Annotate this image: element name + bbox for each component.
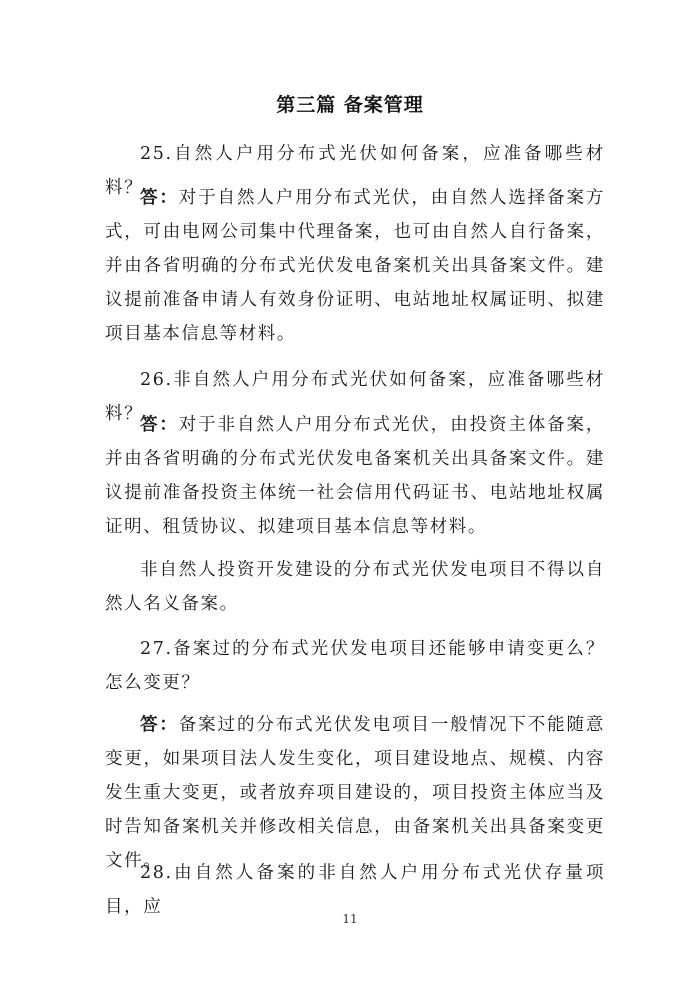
answer-27 [105, 708, 605, 878]
question-27: 27.备案过的分布式光伏发电项目还能够申请变更么？怎么变更？ [105, 639, 605, 693]
note-26: 非自然人投资开发建设的分布式光伏发电项目不得以自然人名义备案。 [105, 560, 605, 614]
answer-label: 答： [140, 715, 179, 735]
page-number: 11 [342, 912, 358, 926]
question-28: 28.由自然人备案的非自然人户用分布式光伏存量项目，应 [105, 863, 605, 917]
answer-text: 对于非自然人户用分布式光伏，由投资主体备案，并由各省明确的分布式光伏发电备案机关出具备案文件。建议提前准备投资主体统一社会信用代码证书、电站地址权属证明、租赁协议、拟建项目基本信息等材料。 [105, 415, 605, 537]
answer-25 [105, 181, 605, 351]
question-26: 26.非自然人户用分布式光伏如何备案，应准备哪些材料？ [105, 370, 605, 424]
answer-26 [105, 408, 605, 544]
answer-label: 答： [140, 188, 179, 208]
answer-text: 对于自然人户用分布式光伏，由自然人选择备案方式，可由电网公司集中代理备案，也可由自然人自行备案，并由各省明确的分布式光伏发电备案机关出具备案文件。建议提前准备申请人有效身份证明、电站地址权属证明、拟建项目基本信息等材料。 [105, 188, 605, 344]
section-title: 第三篇 备案管理 [276, 94, 424, 116]
answer-label: 答： [140, 415, 179, 435]
question-25: 25.自然人户用分布式光伏如何备案，应准备哪些材料？ [105, 144, 605, 198]
answer-text: 备案过的分布式光伏发电项目一般情况下不能随意变更，如果项目法人发生变化，项目建设地点、规模、内容发生重大变更，或者放弃项目建设的，项目投资主体应当及时告知备案机关并修改相关信息，由备案机关出具备案变更文件。 [105, 715, 605, 871]
